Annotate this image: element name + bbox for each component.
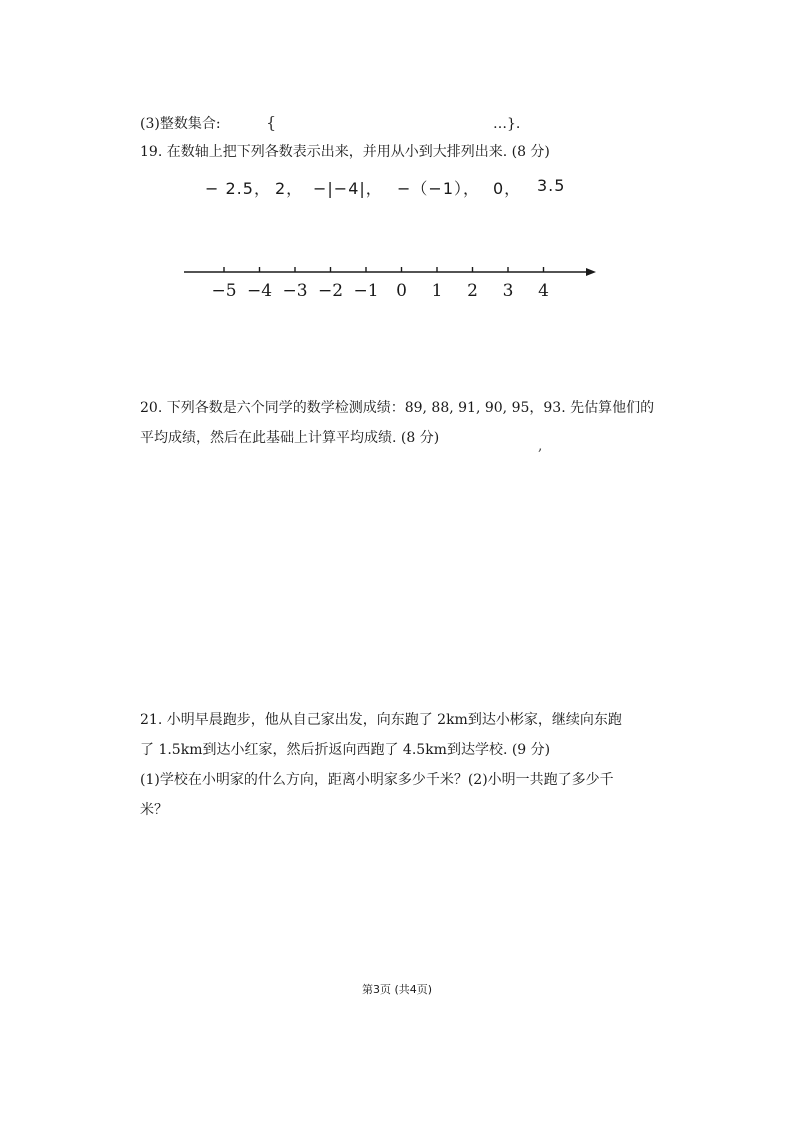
number-line-tick-label: −4 — [246, 281, 273, 301]
q20-text-line2: 平均成绩，然后在此基础上计算平均成绩. (8 分) — [140, 430, 440, 446]
q20-text-line1: 20. 下列各数是六个同学的数学检测成绩：89, 88, 91, 90, 95，93. 先估算他们的 — [140, 400, 655, 416]
q18-close-brace: …}. — [493, 116, 521, 132]
number-line — [180, 258, 600, 303]
q19-number: 3.5 — [537, 176, 566, 195]
q19-number: 0， — [493, 179, 522, 198]
number-line-tick-label: 0 — [396, 281, 407, 301]
number-line-arrow — [586, 268, 596, 276]
number-line-tick-label: −5 — [211, 281, 237, 301]
q18-part3-label: (3)整数集合: — [140, 116, 221, 132]
q19-number: −|−4|， — [313, 179, 383, 198]
number-line-tick-label: 4 — [538, 281, 549, 301]
q21-text-line3: (1)学校在小明家的什么方向，距离小明家多少千米？(2)小明一共跑了多少千 — [140, 772, 614, 788]
q19-question-text: 19. 在数轴上把下列各数表示出来，并用从小到大排列出来. (8 分) — [140, 144, 550, 160]
q19-number: −（−1）， — [397, 179, 480, 198]
q19-number: − 2.5， — [205, 179, 271, 198]
number-line-tick-label: −2 — [317, 281, 344, 301]
number-line-tick-label: −3 — [282, 281, 308, 301]
q18-open-brace: { — [266, 113, 277, 132]
stray-mark: , — [538, 438, 543, 454]
q19-number-list — [205, 176, 585, 198]
page-number: 第3页 (共4页) — [361, 983, 433, 996]
q21-text-line1: 21. 小明早晨跑步，他从自己家出发，向东跑了 2km到达小彬家，继续向东跑 — [140, 712, 622, 728]
q21-text-line4: 米？ — [140, 802, 168, 818]
number-line-tick-label: 2 — [467, 281, 478, 301]
number-line-tick-label: −1 — [353, 281, 379, 301]
number-line-tick-label: 1 — [431, 281, 443, 301]
number-line-tick-label: 3 — [502, 281, 514, 301]
q21-text-line2: 了 1.5km到达小红家，然后折返向西跑了 4.5km到达学校. (9 分) — [140, 742, 551, 758]
q19-number: 2， — [275, 179, 304, 198]
